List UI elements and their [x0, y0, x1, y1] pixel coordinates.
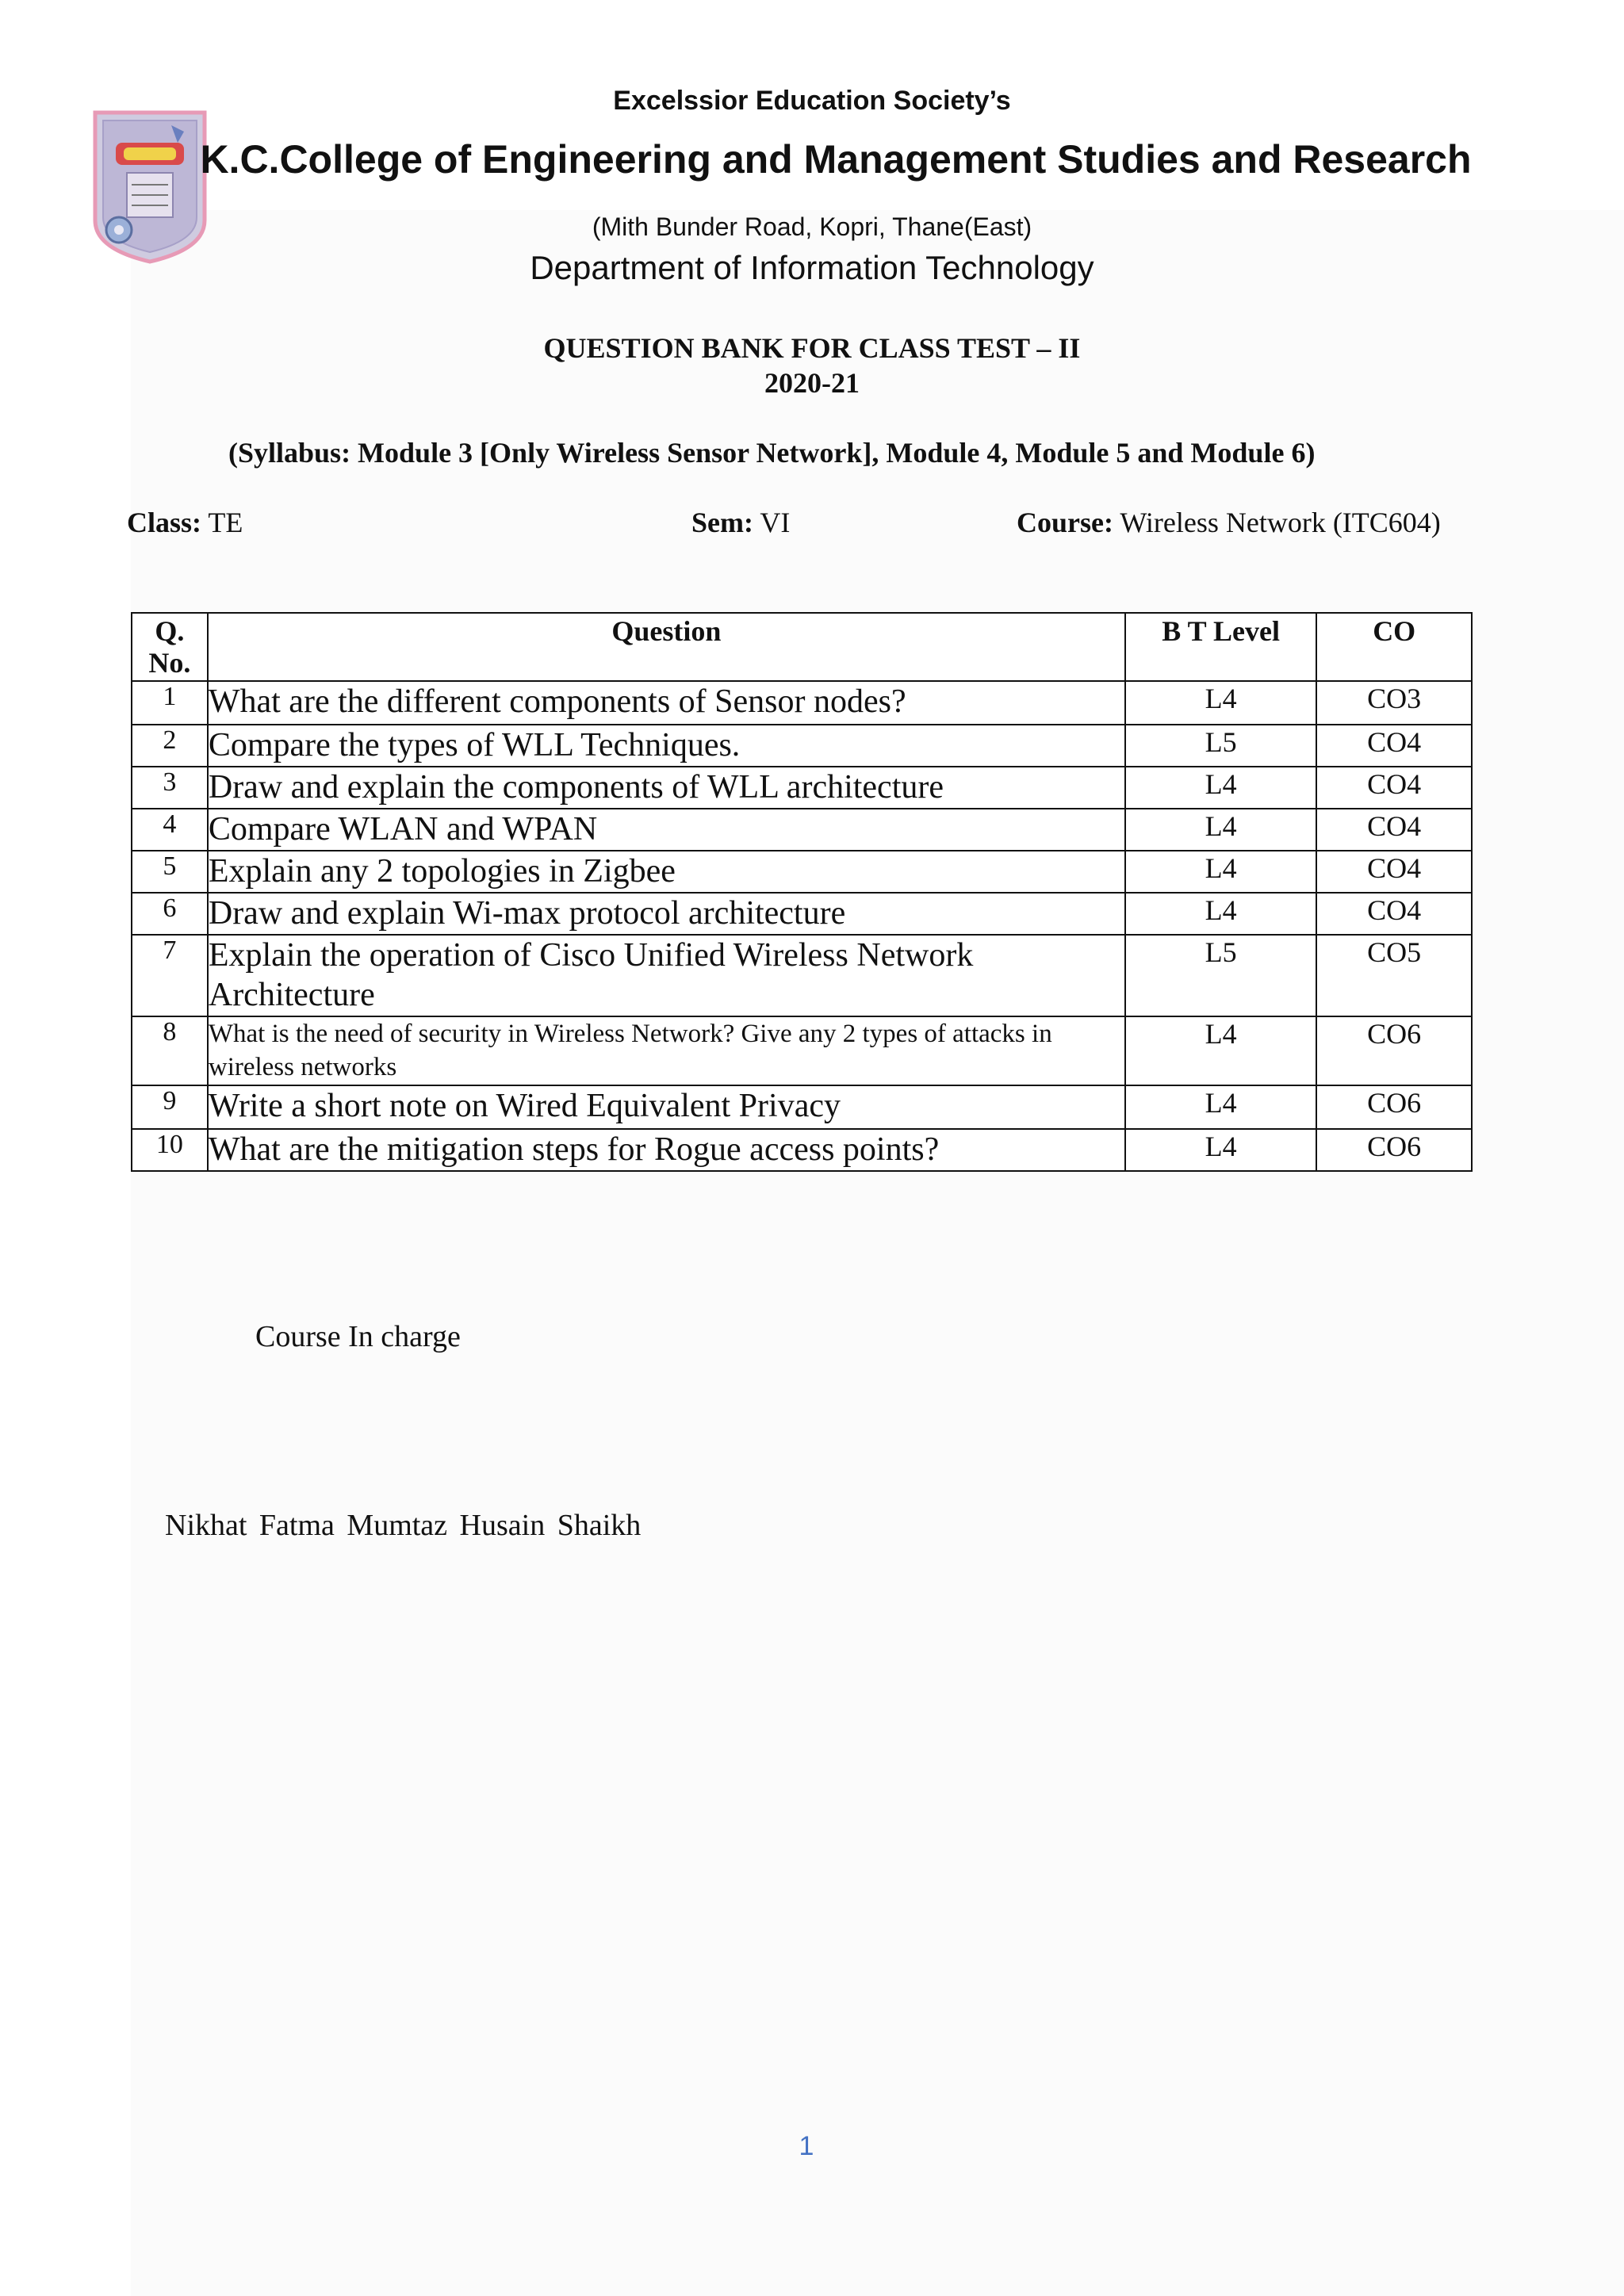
row-co: CO4: [1316, 893, 1472, 935]
row-number: 2: [132, 725, 208, 767]
row-bt-level: L5: [1125, 725, 1317, 767]
society-name: Excelssior Education Society’s: [613, 86, 1011, 116]
row-question: What are the mitigation steps for Rogue access points?: [208, 1129, 1125, 1171]
row-number: 7: [132, 935, 208, 1016]
row-number: 6: [132, 893, 208, 935]
header-qno: Q. No.: [132, 613, 208, 681]
row-bt-level: L4: [1125, 809, 1317, 851]
row-co: CO6: [1316, 1085, 1472, 1129]
class-value: TE: [208, 507, 243, 538]
row-co: CO5: [1316, 935, 1472, 1016]
row-bt-level: L4: [1125, 681, 1317, 725]
row-bt-level: L4: [1125, 851, 1317, 893]
table-row: [132, 893, 1472, 935]
table-row: [132, 725, 1472, 767]
row-number: 4: [132, 809, 208, 851]
page-number: 1: [799, 2131, 814, 2161]
row-co: CO4: [1316, 725, 1472, 767]
row-question: What is the need of security in Wireless Network? Give any 2 types of attacks in wireless networks: [208, 1016, 1125, 1085]
department-name: Department of Information Technology: [530, 249, 1094, 286]
header-co: CO: [1316, 613, 1472, 681]
row-co: CO4: [1316, 767, 1472, 809]
question-table: [131, 612, 1473, 1172]
row-question: Draw and explain Wi-max protocol architecture: [208, 893, 1125, 935]
course-value: Wireless Network (ITC604): [1120, 507, 1441, 538]
row-co: CO6: [1316, 1016, 1472, 1085]
table-row: [132, 935, 1472, 1016]
table-row: [132, 767, 1472, 809]
table-row: [132, 681, 1472, 725]
table-header-row: [132, 613, 1472, 681]
row-bt-level: L5: [1125, 935, 1317, 1016]
row-question: Explain any 2 topologies in Zigbee: [208, 851, 1125, 893]
row-number: 10: [132, 1129, 208, 1171]
college-name: K.C.College of Engineering and Management Studies and Research: [200, 137, 1472, 182]
row-question: Compare WLAN and WPAN: [208, 809, 1125, 851]
document-title: QUESTION BANK FOR CLASS TEST – II: [543, 332, 1081, 364]
row-number: 9: [132, 1085, 208, 1129]
row-co: CO6: [1316, 1129, 1472, 1171]
row-question: Explain the operation of Cisco Unified Wireless Network Architecture: [208, 935, 1125, 1016]
course-incharge-label: Course In charge: [255, 1320, 461, 1353]
row-bt-level: L4: [1125, 1129, 1317, 1171]
row-question: What are the different components of Sensor nodes?: [208, 681, 1125, 725]
row-co: CO3: [1316, 681, 1472, 725]
academic-year: 2020-21: [764, 367, 860, 399]
row-number: 5: [132, 851, 208, 893]
table-row: [132, 1129, 1472, 1171]
signature-name: Nikhat Fatma Mumtaz Husain Shaikh: [165, 1509, 642, 1542]
class-info: [127, 506, 243, 539]
row-number: 3: [132, 767, 208, 809]
sem-label: Sem:: [691, 507, 753, 538]
class-label: Class:: [127, 507, 202, 538]
course-info: [1017, 506, 1441, 539]
sem-info: [691, 506, 790, 539]
header-question: Question: [208, 613, 1125, 681]
syllabus-line: (Syllabus: Module 3 [Only Wireless Sensor Network], Module 4, Module 5 and Module 6): [228, 437, 1316, 469]
row-question: Compare the types of WLL Techniques.: [208, 725, 1125, 767]
table-row: [132, 1085, 1472, 1129]
row-bt-level: L4: [1125, 893, 1317, 935]
row-co: CO4: [1316, 809, 1472, 851]
table-row: [132, 851, 1472, 893]
row-bt-level: L4: [1125, 767, 1317, 809]
row-bt-level: L4: [1125, 1085, 1317, 1129]
row-question: Draw and explain the components of WLL architecture: [208, 767, 1125, 809]
row-number: 1: [132, 681, 208, 725]
row-co: CO4: [1316, 851, 1472, 893]
sem-value: VI: [760, 507, 791, 538]
course-label: Course:: [1017, 507, 1113, 538]
college-address: (Mith Bunder Road, Kopri, Thane(East): [592, 212, 1032, 241]
row-bt-level: L4: [1125, 1016, 1317, 1085]
table-row: [132, 809, 1472, 851]
header-bt-level: B T Level: [1125, 613, 1317, 681]
row-number: 8: [132, 1016, 208, 1085]
row-question: Write a short note on Wired Equivalent Privacy: [208, 1085, 1125, 1129]
table-row: [132, 1016, 1472, 1085]
